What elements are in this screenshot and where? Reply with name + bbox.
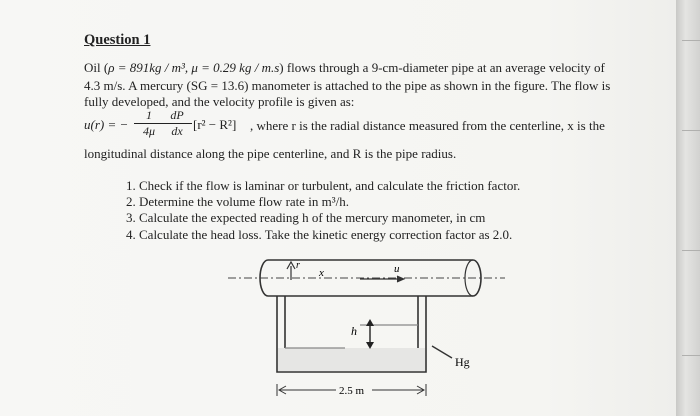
problem-line-2: 4.3 m/s. A mercury (SG = 13.6) manometer is attached to the pipe as shown in the figure. The flow is: [84, 78, 611, 93]
question-item-2: 2. Determine the volume flow rate in m³/h.: [126, 194, 350, 210]
frac1-numerator: 1: [146, 108, 152, 122]
label-r: r: [296, 260, 300, 271]
line1-prefix: Oil (: [84, 60, 109, 75]
frac1-denominator: 4μ: [142, 124, 156, 138]
label-hg: Hg: [455, 355, 470, 369]
label-u: u: [394, 263, 400, 275]
hg-leader: [432, 346, 452, 358]
question-title: Question 1: [84, 32, 151, 48]
formula-bracket: [r² − R²]: [193, 117, 237, 132]
question-item-4: 4. Calculate the head loss. Take the kinetic energy correction factor as 2.0.: [126, 226, 513, 242]
label-x: x: [319, 267, 324, 279]
formula-tail: , where r is the radial distance measured from the centerline, x is the: [250, 118, 605, 133]
frac2-denominator: dx: [171, 124, 183, 138]
label-length: 2.5 m: [339, 385, 365, 397]
label-h: h: [351, 324, 357, 338]
frac2-numerator: dP: [170, 108, 184, 122]
problem-line-5: longitudinal distance along the pipe centerline, and R is the pipe radius.: [84, 146, 457, 161]
fluid-properties: ρ = 891kg / m³, μ = 0.29 kg / m.s: [108, 60, 280, 75]
problem-line-3: fully developed, and the velocity profile is given as:: [84, 94, 355, 109]
formula-lhs: u(r) = −: [84, 117, 129, 132]
question-item-3: 3. Calculate the expected reading h of the mercury manometer, in cm: [126, 210, 486, 226]
mercury-fill: [278, 348, 425, 371]
line1-suffix: ) flows through a 9-cm-diameter pipe at an average velocity of: [279, 60, 605, 75]
question-item-1: 1. Check if the flow is laminar or turbulent, and calculate the friction factor.: [126, 178, 521, 193]
